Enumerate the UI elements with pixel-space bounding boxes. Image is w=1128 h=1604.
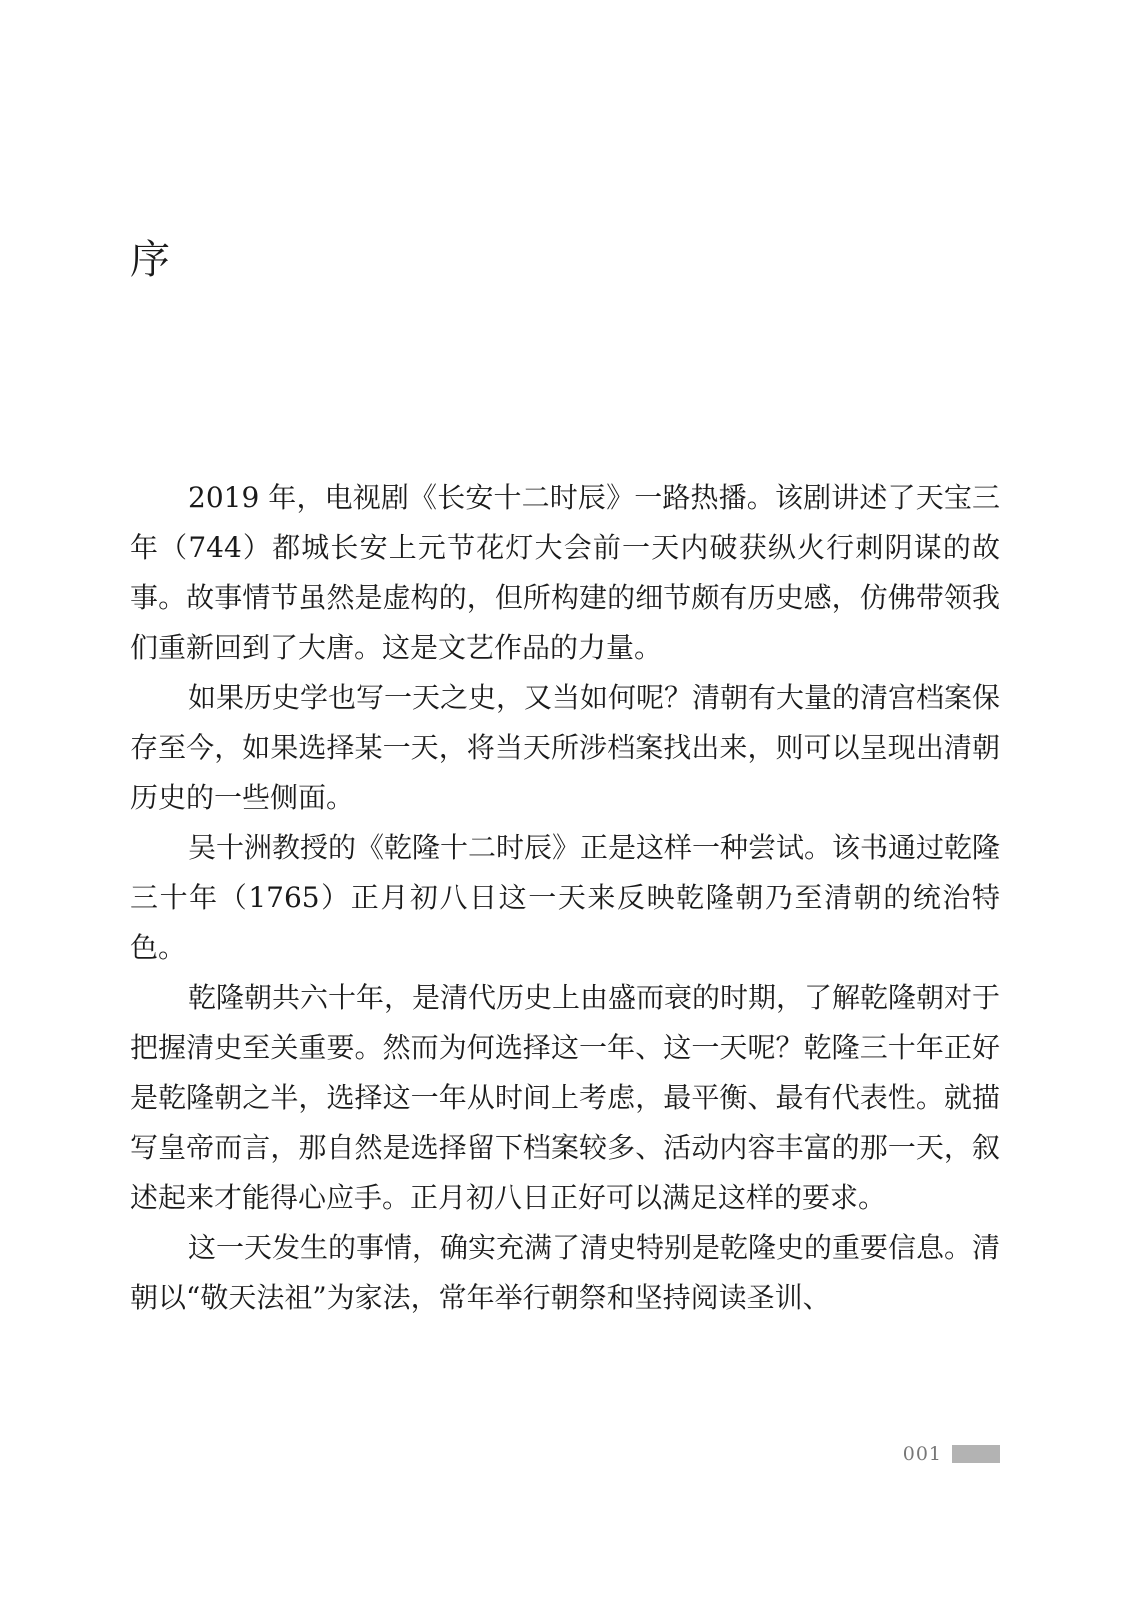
paragraph: 乾隆朝共六十年，是清代历史上由盛而衰的时期，了解乾隆朝对于把握清史至关重要。然而为何选择这一年、这一天呢？乾隆三十年正好是乾隆朝之半，选择这一年从时间上考虑，最平衡、最有代表性。就描写皇帝而言，那自然是选择留下档案较多、活动内容丰富的那一天，叙述起来才能得心应手。正月初八日正好可以满足这样的要求。 bbox=[130, 981, 1001, 1214]
body-text bbox=[130, 473, 1000, 1323]
page-footer bbox=[903, 1443, 1000, 1465]
paragraph: 这一天发生的事情，确实充满了清史特别是乾隆史的重要信息。清朝以“敬天法祖”为家法，常年举行朝祭和坚持阅读圣训、 bbox=[130, 1231, 1001, 1314]
paragraph: 如果历史学也写一天之史，又当如何呢？清朝有大量的清宫档案保存至今，如果选择某一天，将当天所涉档案找出来，则可以呈现出清朝历史的一些侧面。 bbox=[130, 681, 1001, 814]
page-marker-bar bbox=[952, 1445, 1000, 1463]
paragraph: 吴十洲教授的《乾隆十二时辰》正是这样一种尝试。该书通过乾隆三十年（1765）正月初八日这一天来反映乾隆朝乃至清朝的统治特色。 bbox=[130, 831, 1001, 964]
page-number: 001 bbox=[902, 1443, 942, 1465]
paragraph: 2019 年，电视剧《长安十二时辰》一路热播。该剧讲述了天宝三年（744）都城长安上元节花灯大会前一天内破获纵火行刺阴谋的故事。故事情节虽然是虚构的，但所构建的细节颇有历史感，仿佛带领我们重新回到了大唐。这是文艺作品的力量。 bbox=[130, 481, 1000, 664]
page-title: 序 bbox=[130, 237, 170, 283]
